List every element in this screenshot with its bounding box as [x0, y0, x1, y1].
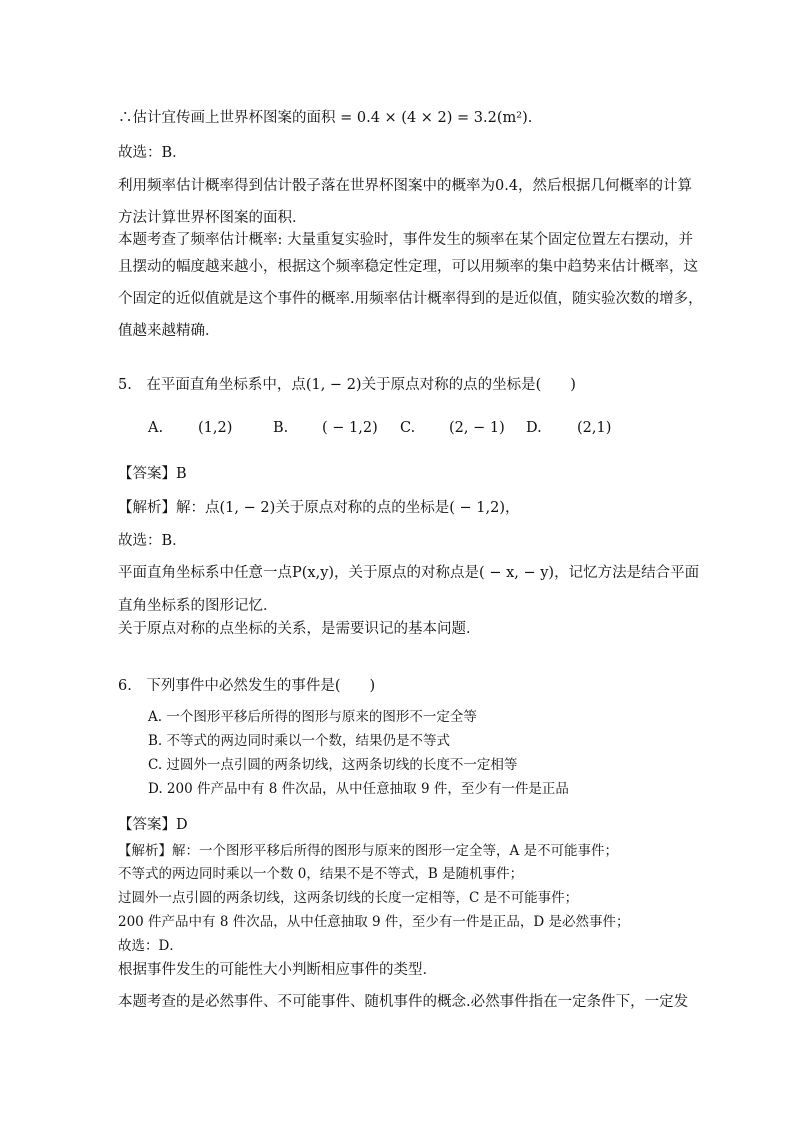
option-letter: A.: [148, 420, 164, 436]
option-line: A. 一个图形平移后所得的图形与原来的图形不一定全等: [148, 709, 477, 725]
solution-line: 且摆动的幅度越来越小，根据这个频率稳定性定理，可以用频率的集中趋势来估计概率，这: [118, 259, 698, 275]
option-letter: D.: [526, 420, 542, 436]
option-value: (1,2): [198, 420, 233, 436]
solution-line: 方法计算世界杯图案的面积．: [118, 210, 307, 226]
question-6-stem: 6. 下列事件中必然发生的事件是( ): [118, 678, 376, 694]
analysis-line: 故选：B．: [118, 533, 187, 549]
option-letter: B.: [273, 420, 289, 436]
analysis-line: 直角坐标系的图形记忆．: [118, 598, 278, 614]
analysis-line: 根据事件发生的可能性大小判断相应事件的类型．: [118, 962, 437, 978]
option-value: (2, − 1): [449, 420, 505, 436]
solution-line: 值越来越精确．: [118, 323, 220, 339]
analysis-line: 本题考查的是必然事件、不可能事件、随机事件的概念.必然事件指在一定条件下，一定发: [118, 994, 689, 1010]
analysis-line: 【解析】解：点(1, − 2)关于原点对称的点的坐标是( − 1,2)，: [118, 500, 520, 516]
option-value: ( − 1,2): [322, 420, 378, 436]
option-line: C. 过圆外一点引圆的两条切线，这两条切线的长度不一定相等: [148, 757, 518, 773]
analysis-line: 不等式的两边同时乘以一个数 0，结果不是不等式，B 是随机事件；: [118, 866, 524, 882]
analysis-line: 【解析】解：一个图形平移后所得的图形与原来的图形一定全等，A 是不可能事件；: [118, 843, 619, 859]
analysis-line: 故选：D．: [118, 938, 183, 954]
solution-line: 利用频率估计概率得到估计骰子落在世界杯图案中的概率为0.4，然后根据几何概率的计算: [118, 178, 693, 194]
solution-line: ∴估计宜传画上世界杯图案的面积 = 0.4 × (4 × 2) = 3.2(m²).: [118, 110, 533, 126]
analysis-line: 过圆外一点引圆的两条切线，这两条切线的长度一定相等，C 是不可能事件；: [118, 890, 579, 906]
analysis-line: 200 件产品中有 8 件次品，从中任意抽取 9 件，至少有一件是正品，D 是必然事件；: [118, 914, 630, 930]
question-5-stem: 5. 在平面直角坐标系中，点(1, − 2)关于原点对称的点的坐标是( ): [118, 377, 576, 393]
answer-label: 【答案】D: [118, 817, 188, 833]
solution-line: 本题考查了频率估计概率: 大量重复实验时，事件发生的频率在某个固定位置左右摆动，并: [118, 232, 693, 248]
analysis-line: 平面直角坐标系中任意一点P(x,y)，关于原点的对称点是( − x, − y)，记忆方法是结合平面: [118, 565, 700, 581]
option-line: D. 200 件产品中有 8 件次品，从中任意抽取 9 件，至少有一件是正品: [148, 781, 569, 797]
analysis-line: 关于原点对称的点坐标的关系，是需要识记的基本问题．: [118, 621, 481, 637]
solution-line: 故选：B．: [118, 145, 187, 161]
solution-line: 个固定的近似值就是这个事件的概率.用频率估计概率得到的是近似值，随实验次数的增多，: [118, 291, 703, 307]
option-letter: C.: [400, 420, 416, 436]
option-line: B. 不等式的两边同时乘以一个数，结果仍是不等式: [148, 733, 451, 749]
option-value: (2,1): [577, 420, 612, 436]
answer-label: 【答案】B: [118, 466, 187, 482]
